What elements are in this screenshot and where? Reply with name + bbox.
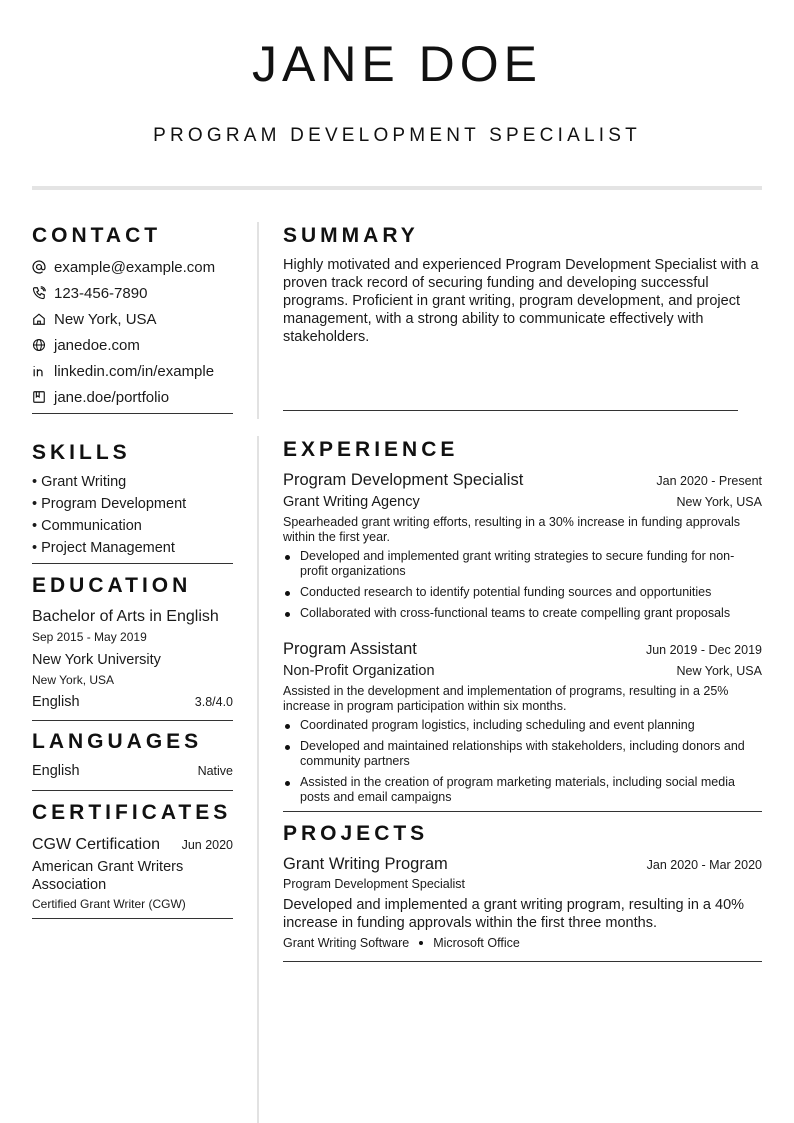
education-field: English <box>32 694 80 710</box>
bullet-dot <box>285 555 290 560</box>
education-location: New York, USA <box>32 673 115 687</box>
candidate-name: JANE DOE <box>251 36 543 92</box>
skills-heading: SKILLS <box>32 441 131 464</box>
contact-location <box>32 306 233 332</box>
contact-website-text: janedoe.com <box>54 336 140 354</box>
portfolio-icon <box>32 390 46 404</box>
job-company: Grant Writing Agency <box>283 494 420 510</box>
certificates-divider <box>32 918 233 919</box>
certificate-name: CGW Certification <box>32 836 161 853</box>
column-divider-main <box>257 436 259 1123</box>
certificate-credential: Certified Grant Writer (CGW) <box>32 897 186 911</box>
contact-email-text: example@example.com <box>54 258 216 276</box>
job-title: Program Assistant <box>283 640 417 658</box>
left-column <box>32 222 233 919</box>
home-icon <box>32 312 46 326</box>
summary-text: Highly motivated and experienced Program Development Specialist with a proven track record of securing funding and developing successful programs. Proficient in grant writing, program development, and project management, with a strong ability to communicate effectively with stakeholders. <box>283 257 759 345</box>
job-entry <box>283 469 762 621</box>
education-school: New York University <box>32 652 161 668</box>
education-gpa-row <box>32 691 233 713</box>
languages-heading: LANGUAGES <box>32 730 203 753</box>
contact-portfolio[interactable] <box>32 384 233 410</box>
bullet-dot <box>285 591 290 596</box>
bullet-dot <box>285 781 290 786</box>
projects-divider <box>283 961 762 962</box>
globe-icon <box>32 338 46 352</box>
project-header <box>283 853 762 875</box>
language-name: English <box>32 763 80 779</box>
language-row <box>32 761 233 781</box>
certificate-date: Jun 2020 <box>181 838 233 852</box>
language-level: Native <box>197 764 233 778</box>
education-heading: EDUCATION <box>32 574 192 597</box>
job-dates: Jan 2020 - Present <box>656 474 762 488</box>
at-sign-icon <box>32 260 46 274</box>
bullet-dot <box>285 745 290 750</box>
job-bullet: Developed and maintained relationships with stakeholders, including donors and community partners <box>283 739 762 769</box>
phone-icon <box>32 286 46 300</box>
skill-item: • Communication <box>32 518 142 534</box>
skills-divider <box>32 563 233 564</box>
header-divider <box>32 186 762 190</box>
job-dates: Jun 2019 - Dec 2019 <box>645 643 762 657</box>
project-dates: Jan 2020 - Mar 2020 <box>646 858 762 872</box>
job-description: Spearheaded grant writing efforts, resulting in a 30% increase in funding approvals within the first year. <box>283 515 740 544</box>
languages-section <box>32 728 233 791</box>
contact-divider <box>32 413 233 414</box>
contact-portfolio-text: jane.doe/portfolio <box>54 388 170 406</box>
contact-location-text: New York, USA <box>54 310 157 328</box>
contact-phone[interactable] <box>32 280 233 306</box>
experience-section <box>283 436 762 812</box>
contact-section <box>32 222 233 414</box>
education-dates: Sep 2015 - May 2019 <box>32 630 147 644</box>
candidate-title: PROGRAM DEVELOPMENT SPECIALIST <box>153 125 641 146</box>
certificate-row <box>32 834 233 856</box>
experience-divider <box>283 811 762 812</box>
project-name: Grant Writing Program <box>283 855 448 873</box>
education-degree: Bachelor of Arts in English <box>32 608 219 625</box>
job-bullet: Assisted in the creation of program marketing materials, including social media posts and email campaigns <box>283 775 762 805</box>
certificate-issuer: American Grant Writers Association <box>32 859 184 893</box>
job-title: Program Development Specialist <box>283 471 524 489</box>
linkedin-icon <box>32 364 46 378</box>
contact-phone-text: 123-456-7890 <box>54 284 148 302</box>
project-description: Developed and implemented a grant writing program, resulting in a 40% increase in funding approvals within the first three months. <box>283 897 745 931</box>
summary-divider <box>283 410 738 411</box>
project-tag: Grant Writing Software <box>283 936 410 950</box>
job-bullets <box>283 549 762 621</box>
education-section <box>32 572 233 721</box>
job-location: New York, USA <box>676 664 762 678</box>
project-tag: Microsoft Office <box>433 936 520 950</box>
contact-website[interactable] <box>32 332 233 358</box>
skill-item: • Program Development <box>32 496 187 512</box>
contact-linkedin[interactable] <box>32 358 233 384</box>
education-divider <box>32 720 233 721</box>
contact-linkedin-text: linkedin.com/in/example <box>54 362 215 380</box>
tag-separator <box>419 941 423 945</box>
job-bullet: Conducted research to identify potential funding sources and opportunities <box>283 585 762 600</box>
column-divider-top <box>257 222 259 419</box>
skill-item: • Grant Writing <box>32 474 127 490</box>
bullet-dot <box>285 724 290 729</box>
education-gpa: 3.8/4.0 <box>194 695 233 709</box>
job-bullet: Developed and implemented grant writing strategies to secure funding for non-profit organizations <box>283 549 762 579</box>
bullet-dot <box>285 612 290 617</box>
project-tags <box>283 934 762 952</box>
summary-heading: SUMMARY <box>283 224 419 247</box>
right-column <box>283 222 762 962</box>
certificates-section <box>32 799 233 919</box>
projects-heading: PROJECTS <box>283 822 429 845</box>
projects-section <box>283 820 762 962</box>
job-entry <box>283 638 762 805</box>
job-company: Non-Profit Organization <box>283 663 435 679</box>
experience-heading: EXPERIENCE <box>283 438 459 461</box>
job-bullet: Collaborated with cross-functional teams to create compelling grant proposals <box>283 606 762 621</box>
job-location: New York, USA <box>676 495 762 509</box>
job-bullet: Coordinated program logistics, including scheduling and event planning <box>283 718 762 733</box>
summary-section <box>283 222 762 411</box>
contact-email[interactable] <box>32 254 233 280</box>
job-description: Assisted in the development and implementation of programs, resulting in a 25% increase in program participation within six months. <box>283 684 729 713</box>
skills-section <box>32 439 233 564</box>
certificates-heading: CERTIFICATES <box>32 801 232 824</box>
contact-heading: CONTACT <box>32 224 162 247</box>
project-role: Program Development Specialist <box>283 877 466 891</box>
skill-item: • Project Management <box>32 540 175 556</box>
languages-divider <box>32 790 233 791</box>
job-bullets <box>283 718 762 805</box>
